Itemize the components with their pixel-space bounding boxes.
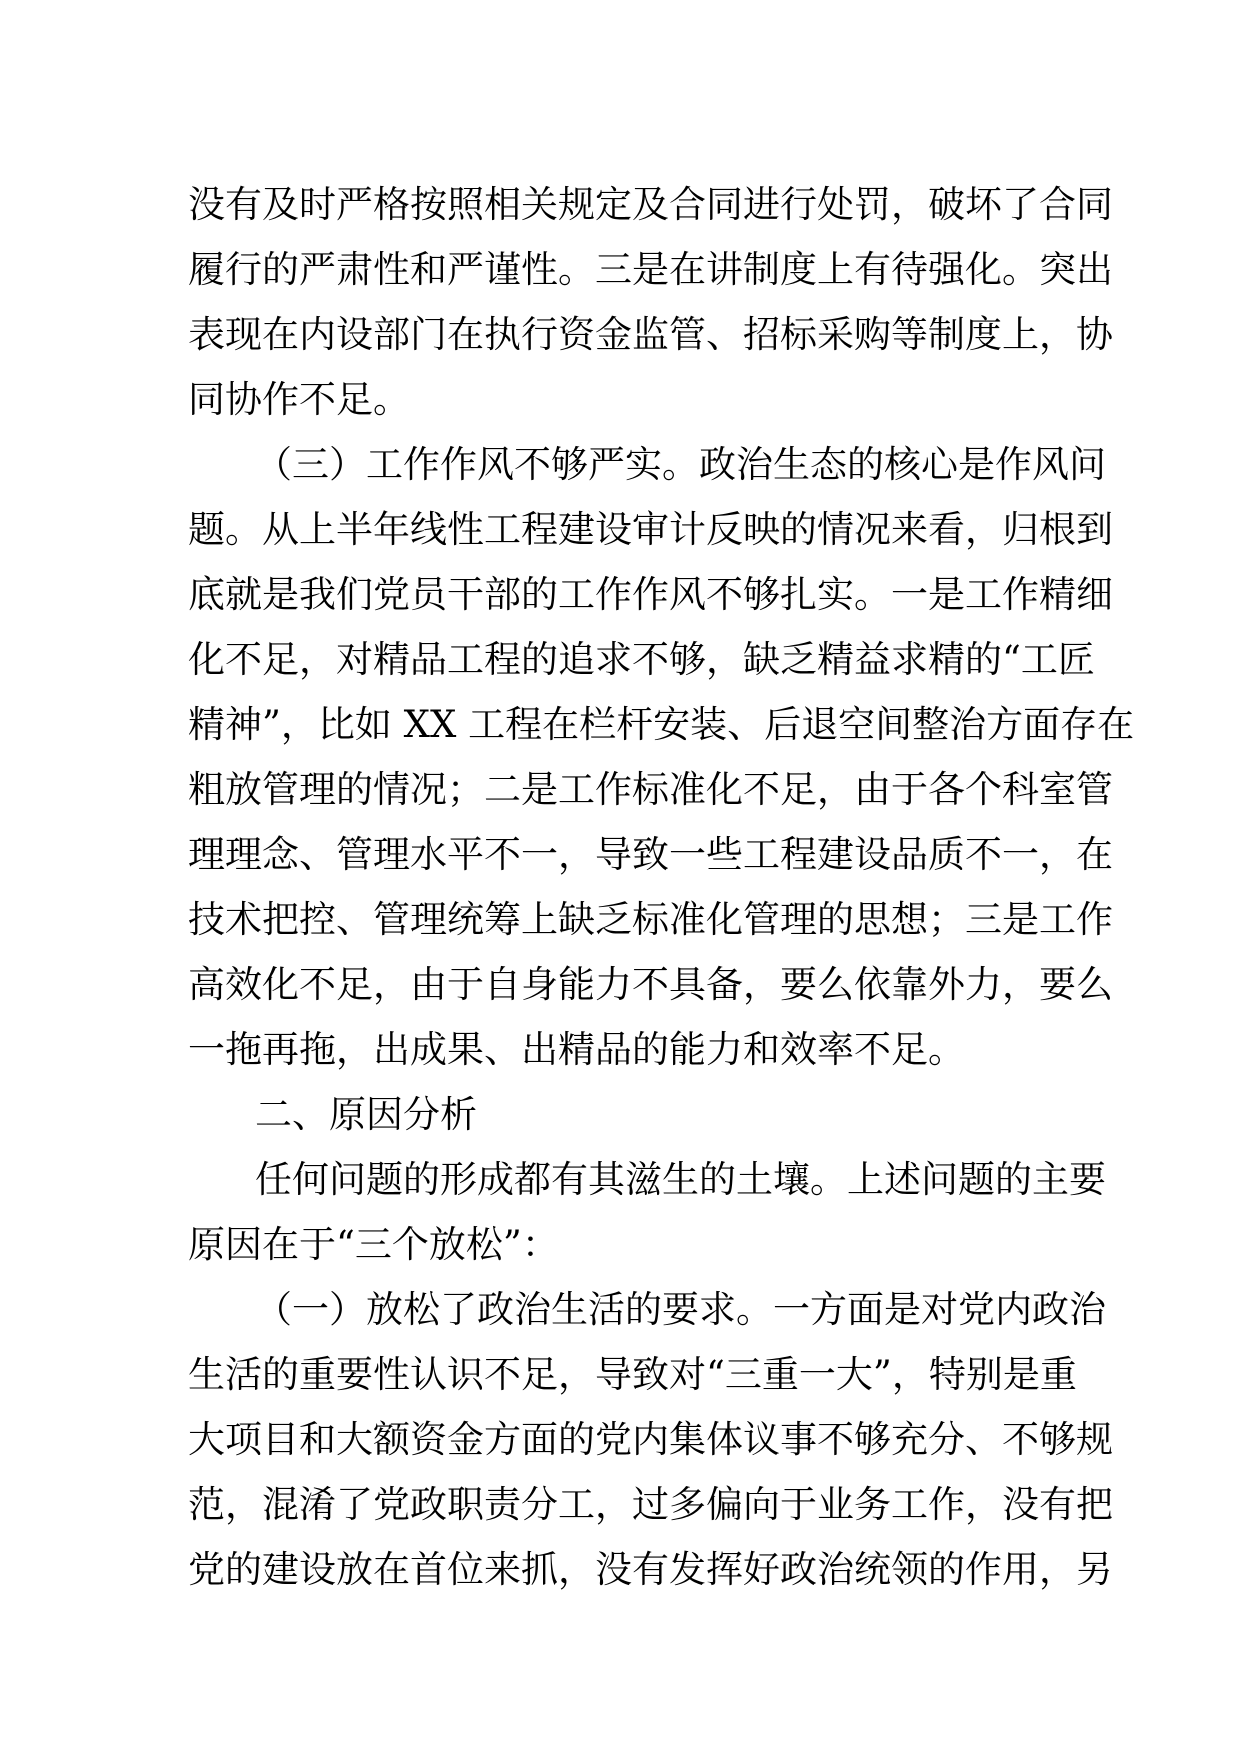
text-line: 底就是我们党员干部的工作作风不够扎实。一是工作精细 <box>188 573 1113 616</box>
text-line: 题。从上半年线性工程建设审计反映的情况来看，归根到 <box>188 508 1113 551</box>
text-line: 同协作不足。 <box>188 378 410 421</box>
section-heading: 二、原因分析 <box>255 1093 477 1136</box>
text-line: 大项目和大额资金方面的党内集体议事不够充分、不够规 <box>188 1418 1113 1461</box>
text-line: 粗放管理的情况；二是工作标准化不足，由于各个科室管 <box>188 768 1113 811</box>
text-line: 原因在于“三个放松”： <box>188 1223 559 1266</box>
text-line: 范，混淆了党政职责分工，过多偏向于业务工作，没有把 <box>188 1483 1113 1526</box>
text-line: 精神”，比如 XX 工程在栏杆安装、后退空间整治方面存在 <box>188 703 1135 746</box>
paragraph-start-line: （一）放松了政治生活的要求。一方面是对党内政治 <box>255 1288 1106 1331</box>
paragraph-start-line: 任何问题的形成都有其滋生的土壤。上述问题的主要 <box>255 1158 1106 1201</box>
text-line: 技术把控、管理统筹上缺乏标准化管理的思想；三是工作 <box>188 898 1113 941</box>
text-line: 理理念、管理水平不一，导致一些工程建设品质不一，在 <box>188 833 1113 876</box>
text-line: 表现在内设部门在执行资金监管、招标采购等制度上，协 <box>188 313 1113 356</box>
text-line: 生活的重要性认识不足，导致对“三重一大”，特别是重 <box>188 1353 1077 1396</box>
text-line: 化不足，对精品工程的追求不够，缺乏精益求精的“工匠 <box>188 638 1095 681</box>
text-line: 高效化不足，由于自身能力不具备，要么依靠外力，要么 <box>188 963 1113 1006</box>
text-line: 一拖再拖，出成果、出精品的能力和效率不足。 <box>188 1028 965 1071</box>
text-line: 履行的严肃性和严谨性。三是在讲制度上有待强化。突出 <box>188 248 1113 291</box>
text-line: 没有及时严格按照相关规定及合同进行处罚，破坏了合同 <box>188 183 1113 226</box>
text-line: 党的建设放在首位来抓，没有发挥好政治统领的作用，另 <box>188 1548 1113 1591</box>
document-page <box>188 172 1135 1602</box>
paragraph-start-line: （三）工作作风不够严实。政治生态的核心是作风问 <box>255 443 1106 486</box>
